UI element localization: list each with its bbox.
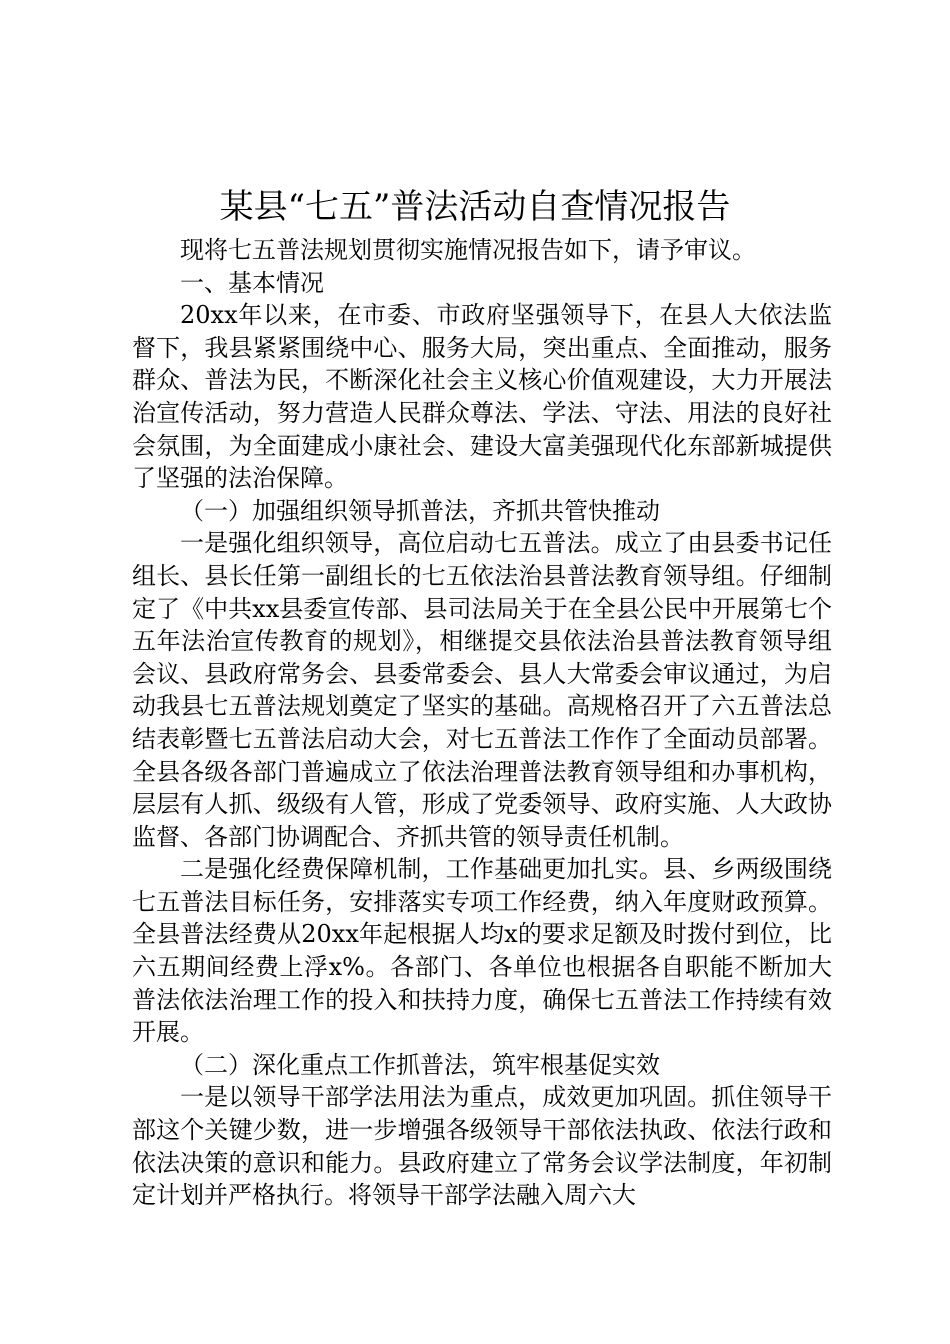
section-heading-basic: 一、基本情况 [180,268,324,297]
document-title: 某县“七五”普法活动自查情况报告 [219,187,731,227]
paragraph-leaders: 一是以领导干部学法用法为重点，成效更加巩固。抓住领导干部这个关键少数，进一步增强各级领导干部依法执政、依法行政和依法决策的意识和能力。县政府建立了常务会议学法制度，年初制定计划并严格执行。将领导干部学法融入周六大 [132,1083,832,1210]
subsection-heading-1: （一）加强组织领导抓普法，齐抓共管快推动 [180,496,660,525]
paragraph-overview: 20xx年以来，在市委、市政府坚强领导下，在县人大依法监督下，我县紧紧围绕中心、服务大局，突出重点、全面推动，服务群众、普法为民，不断深化社会主义核心价值观建设，大力开展法治宣传活动，努力营造人民群众尊法、学法、守法、用法的良好社会氛围，为全面建成小康社会、建设大富美强现代化东部新城提供了坚强的法治保障。 [132,301,832,493]
document-body [132,234,832,1212]
paragraph-intro: 现将七五普法规划贯彻实施情况报告如下，请予审议。 [180,236,756,264]
paragraph-organization: 一是强化组织领导，高位启动七五普法。成立了由县委书记任组长、县长任第一副组长的七五依法治县普法教育领导组。仔细制定了《中共xx县委宣传部、县司法局关于在全县公民中开展第七个五年法治宣传教育的规划》，相继提交县依法治县普法教育领导组会议、县政府常务会、县委常委会、县人大常委会审议通过，为启动我县七五普法规划奠定了坚实的基础。高规格召开了六五普法总结表彰暨七五普法启动大会，对七五普法工作作了全面动员部署。全县各级各部门普遍成立了依法治理普法教育领导组和办事机构，层层有人抓、级级有人管，形成了党委领导、政府实施、人大政协监督、各部门协调配合、齐抓共管的领导责任机制。 [132,529,832,851]
subsection-heading-2: （二）深化重点工作抓普法，筑牢根基促实效 [180,1050,660,1079]
paragraph-funding: 二是强化经费保障机制，工作基础更加扎实。县、乡两级围绕七五普法目标任务，安排落实专项工作经费，纳入年度财政预算。全县普法经费从20xx年起根据人均x的要求足额及时拨付到位，比六五期间经费上浮x%。各部门、各单位也根据各自职能不断加大普法依法治理工作的投入和扶持力度，确保七五普法工作持续有效开展。 [132,855,832,1047]
